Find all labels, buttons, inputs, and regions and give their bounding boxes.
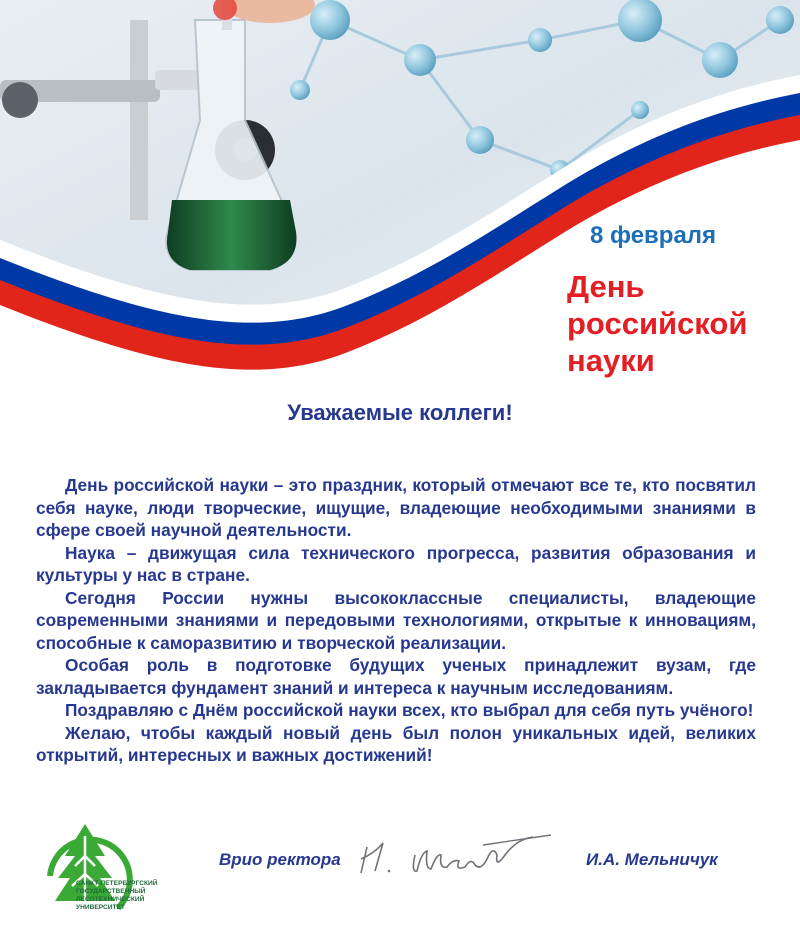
- event-title: [567, 268, 747, 379]
- letter-body: [36, 474, 756, 767]
- event-title-line: российской: [567, 306, 748, 341]
- university-name: [76, 880, 196, 912]
- university-name-line: УНИВЕРСИТЕТ: [76, 904, 125, 911]
- event-date: 8 февраля: [590, 222, 717, 249]
- signer-name: И.А. Мельничук: [586, 850, 718, 869]
- letter-paragraph: Поздравляю с Днём российской науки всех, кто выбрал для себя путь учёного!: [65, 700, 754, 720]
- letter-paragraph: День российской науки – это праздник, который отмечают все те, кто посвятил себя науке, люди творческие, ищущие, владеющие необходимыми знаниями в сфере своей научной деятельности.: [36, 475, 756, 540]
- letter-paragraph: Желаю, чтобы каждый новый день был полон уникальных идей, великих открытий, интересных и важных достижений!: [36, 722, 756, 765]
- handwritten-signature: [355, 825, 555, 885]
- signer-position: Врио ректора: [219, 850, 341, 869]
- university-name-line: ГОСУДАРСТВЕННЫЙ: [76, 888, 146, 895]
- university-name-line: ЛЕСОТЕХНИЧЕСКИЙ: [76, 896, 145, 903]
- university-logo: [30, 816, 190, 931]
- university-name-line: САНКТ-ПЕТЕРБУРГСКИЙ: [76, 880, 158, 887]
- letter-paragraph: Особая роль в подготовке будущих ученых принадлежит вузам, где закладывается фундамент знаний и интереса к научным исследованиям.: [36, 655, 756, 698]
- letter-paragraph: Наука – движущая сила технического прогресса, развития образования и культуры у нас в стране.: [36, 542, 756, 585]
- letter-paragraph: Сегодня России нужны высококлассные специалисты, владеющие современными знаниями и передовыми технологиями, открытые к инновациям, способные к саморазвитию и творческой реализации.: [36, 587, 756, 653]
- event-title-line: День: [567, 269, 645, 304]
- event-title-line: науки: [567, 343, 655, 378]
- greeting-heading: Уважаемые коллеги!: [287, 400, 513, 425]
